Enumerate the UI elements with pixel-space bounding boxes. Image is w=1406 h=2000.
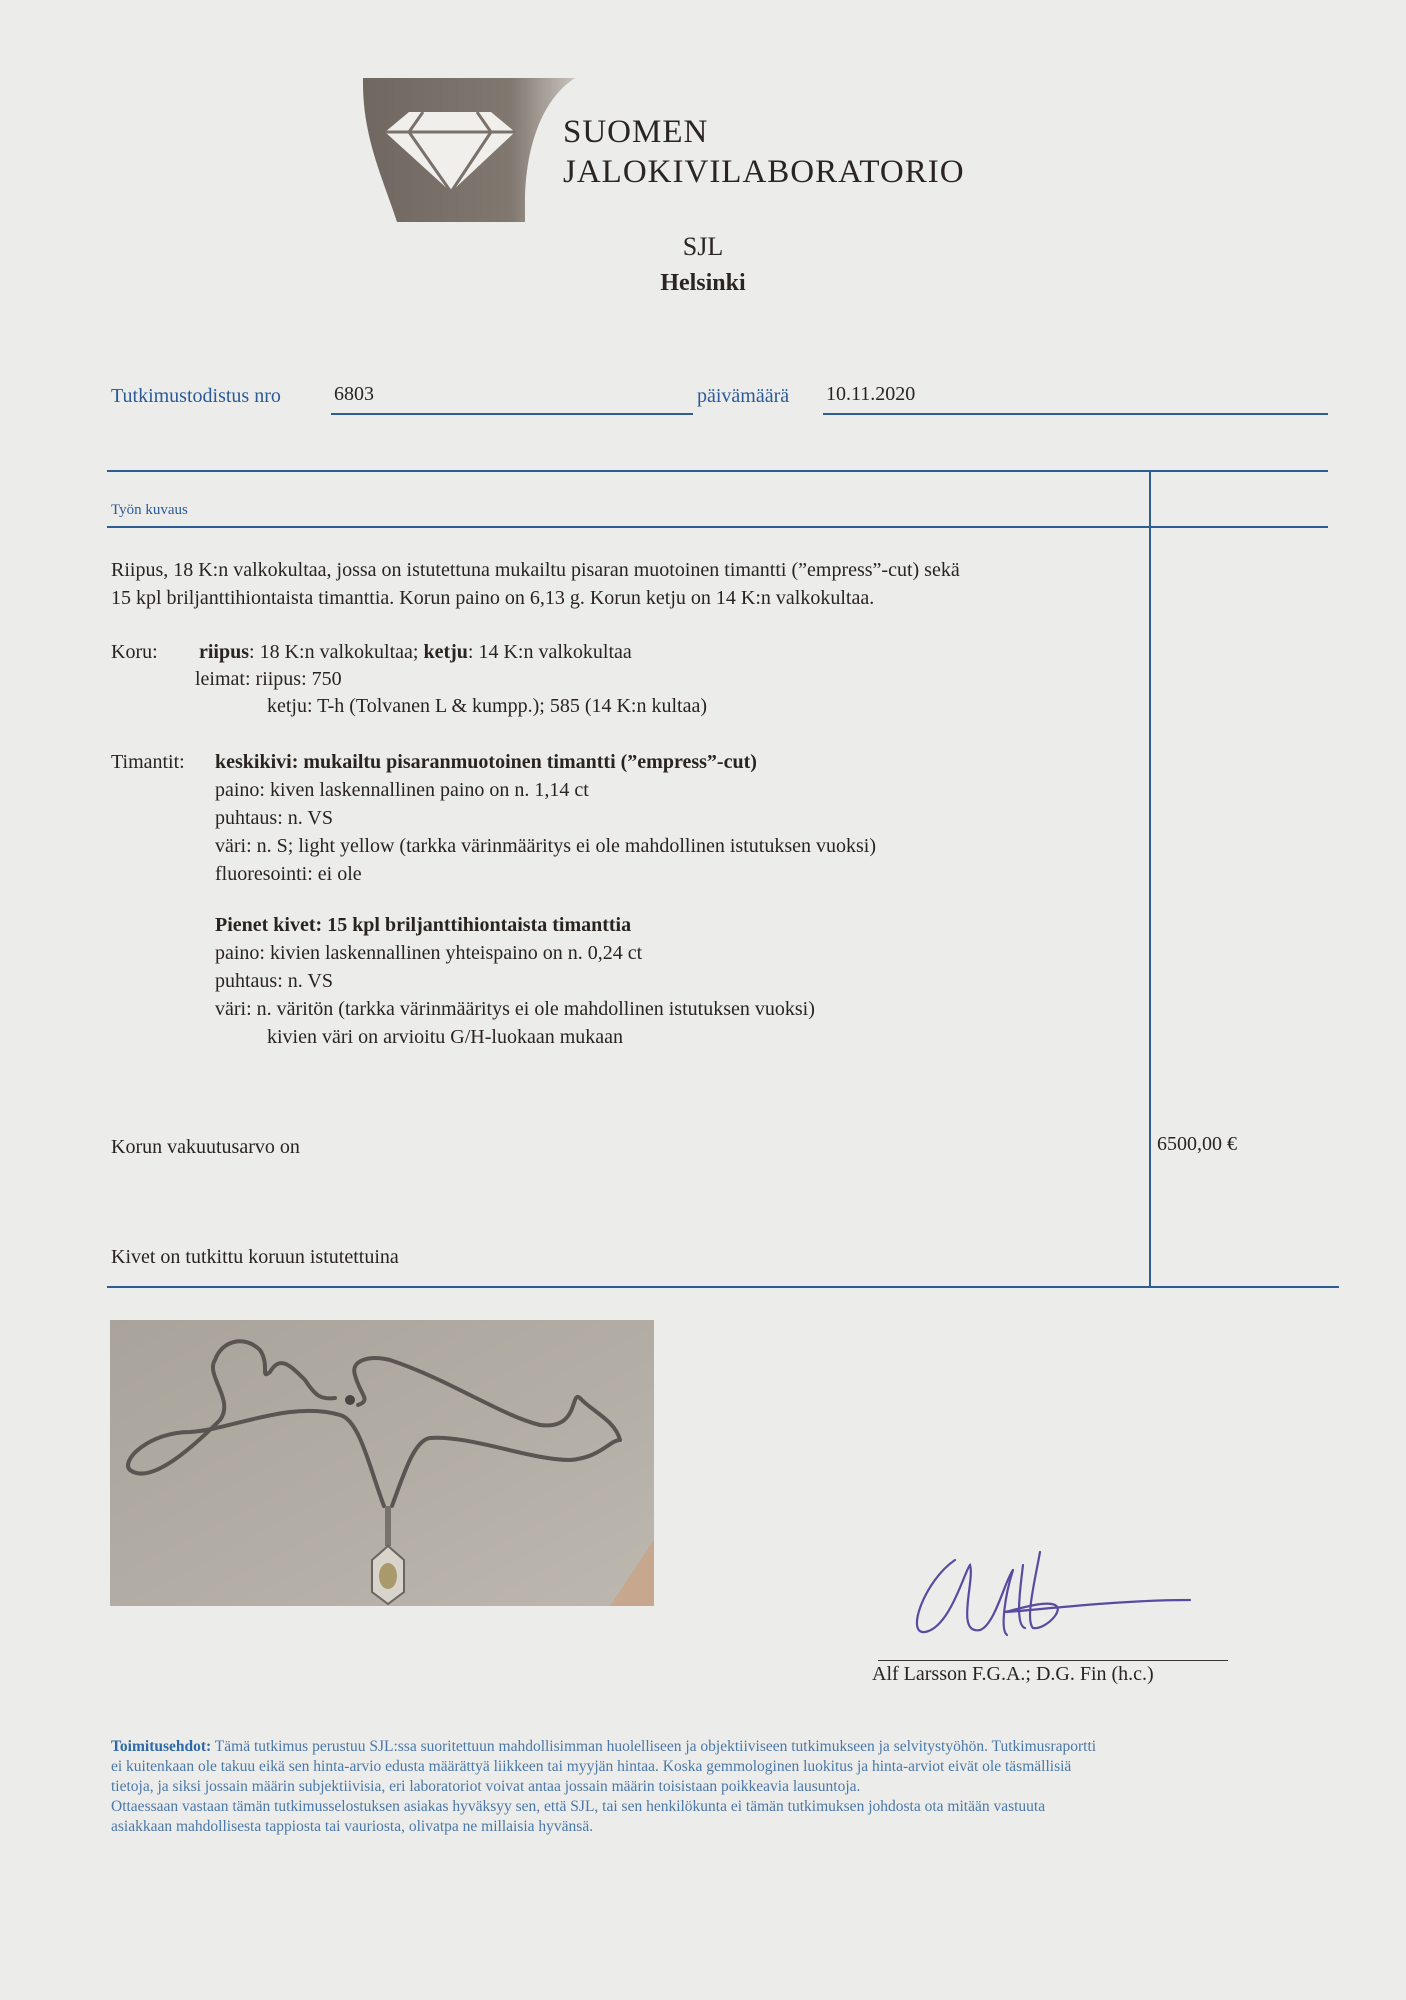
- terms-heading: Toimitusehdot:: [111, 1738, 212, 1755]
- center-stone-heading: keskikivi: mukailtu pisaranmuotoinen timantti (”empress”-cut): [215, 751, 757, 773]
- date-value: 10.11.2020: [826, 383, 916, 405]
- diamond-logo-icon: [357, 76, 575, 224]
- signature: [895, 1540, 1215, 1650]
- value-column-divider: [1149, 470, 1151, 1288]
- summary-line: 15 kpl briljanttihiontaista timanttia. Korun paino on 6,13 g. Korun ketju on 14 K:n valkokultaa.: [111, 587, 875, 609]
- insurance-label: Korun vakuutusarvo on: [111, 1136, 300, 1158]
- ketju-value: : 14 K:n valkokultaa: [467, 641, 632, 663]
- small-stones-line: väri: n. väritön (tarkka värinmääritys ei ole mahdollinen istutuksen vuoksi): [215, 998, 815, 1020]
- table-bottom-rule: [107, 1286, 1339, 1288]
- lab-name: [563, 112, 965, 192]
- center-stone-line: puhtaus: n. VS: [215, 807, 333, 829]
- table-top-rule: [107, 470, 1328, 472]
- date-underline: [823, 413, 1328, 415]
- small-stones-block: [215, 911, 1135, 1051]
- mounted-note: Kivet on tutkittu koruun istutettuina: [111, 1246, 399, 1268]
- number-underline: [331, 413, 693, 415]
- center-stone-line: fluoresointi: ei ole: [215, 863, 362, 885]
- clasp: [345, 1395, 355, 1405]
- certificate-number-value: 6803: [334, 383, 374, 405]
- chain-hallmark-line: ketju: T-h (Tolvanen L & kumpp.); 585 (14 K:n kultaa): [267, 695, 708, 717]
- terms-line: tietoja, ja siksi jossain määrin subjektiivisia, eri laboratoriot voivat antaa jossain määrin toisistaan poikkeavia lausuntoja.: [111, 1778, 861, 1795]
- terms-line: Tämä tutkimus perustuu SJL:ssa suoritettuun mahdollisimman huolelliseen ja objektiiviseen tutkimukseen ja selvitystyöhön. Tutkimusraportti: [211, 1738, 1097, 1755]
- ketju-key: ketju: [423, 641, 468, 663]
- small-stones-note: kivien väri on arvioitu G/H-luokaan mukaan: [267, 1026, 624, 1048]
- terms-line: ei kuitenkaan ole takuu eikä sen hinta-arvio edusta määrättyä liikkeen tai myyjän hintaa. Koska gemmologinen luokitus ja hinta-arviot eivät ole täsmällisiä: [111, 1758, 1072, 1775]
- necklace-photo: [110, 1320, 654, 1606]
- lab-abbreviation: SJL: [682, 232, 724, 261]
- center-stone-line: paino: kiven laskennallinen paino on n. 1,14 ct: [215, 779, 589, 801]
- terms-of-delivery: [111, 1737, 1306, 1837]
- small-stones-heading: Pienet kivet: 15 kpl briljanttihiontaista timanttia: [215, 914, 632, 936]
- lab-name-line1: SUOMEN: [563, 114, 709, 150]
- center-diamond: [379, 1563, 397, 1589]
- section-label-rule: [107, 526, 1328, 528]
- center-stone-block: [215, 748, 1135, 888]
- riipus-value: : 18 K:n valkokultaa;: [249, 641, 424, 663]
- insurance-value: 6500,00 €: [1157, 1133, 1237, 1155]
- date-label: päivämäärä: [697, 385, 790, 407]
- koru-materials: [199, 638, 632, 666]
- riipus-key: riipus: [199, 641, 250, 663]
- lab-city: Helsinki: [660, 270, 746, 296]
- small-stones-line: paino: kivien laskennallinen yhteispaino on n. 0,24 ct: [215, 942, 643, 964]
- pendant-bail: [385, 1506, 391, 1546]
- small-stones-line: puhtaus: n. VS: [215, 970, 333, 992]
- signatory-name: Alf Larsson F.G.A.; D.G. Fin (h.c.): [872, 1663, 1154, 1685]
- signature-line: [878, 1660, 1228, 1661]
- lab-name-line2: JALOKIVILABORATORIO: [563, 154, 965, 190]
- terms-line: asiakkaan mahdollisesta tappiosta tai vauriosta, olivatpa ne millaisia hyvänsä.: [111, 1818, 594, 1835]
- diamonds-label: Timantit:: [111, 751, 185, 773]
- summary-line: Riipus, 18 K:n valkokultaa, jossa on istutettuna mukailtu pisaran muotoinen timantti (”empress”-cut) sekä: [111, 559, 960, 581]
- koru-label: Koru:: [111, 641, 158, 663]
- certificate-number-label: Tutkimustodistus nro: [111, 385, 281, 407]
- section-label-work-description: Työn kuvaus: [111, 502, 188, 518]
- terms-line: Ottaessaan vastaan tämän tutkimusselostuksen asiakas hyväksyy sen, että SJL, tai sen henkilökunta ei tämän tutkimuksen johdosta ota mitään vastuuta: [111, 1798, 1046, 1815]
- center-stone-line: väri: n. S; light yellow (tarkka värinmääritys ei ole mahdollinen istutuksen vuoksi): [215, 835, 876, 857]
- hallmarks-line: leimat: riipus: 750: [195, 668, 342, 690]
- description-summary: [111, 556, 1141, 612]
